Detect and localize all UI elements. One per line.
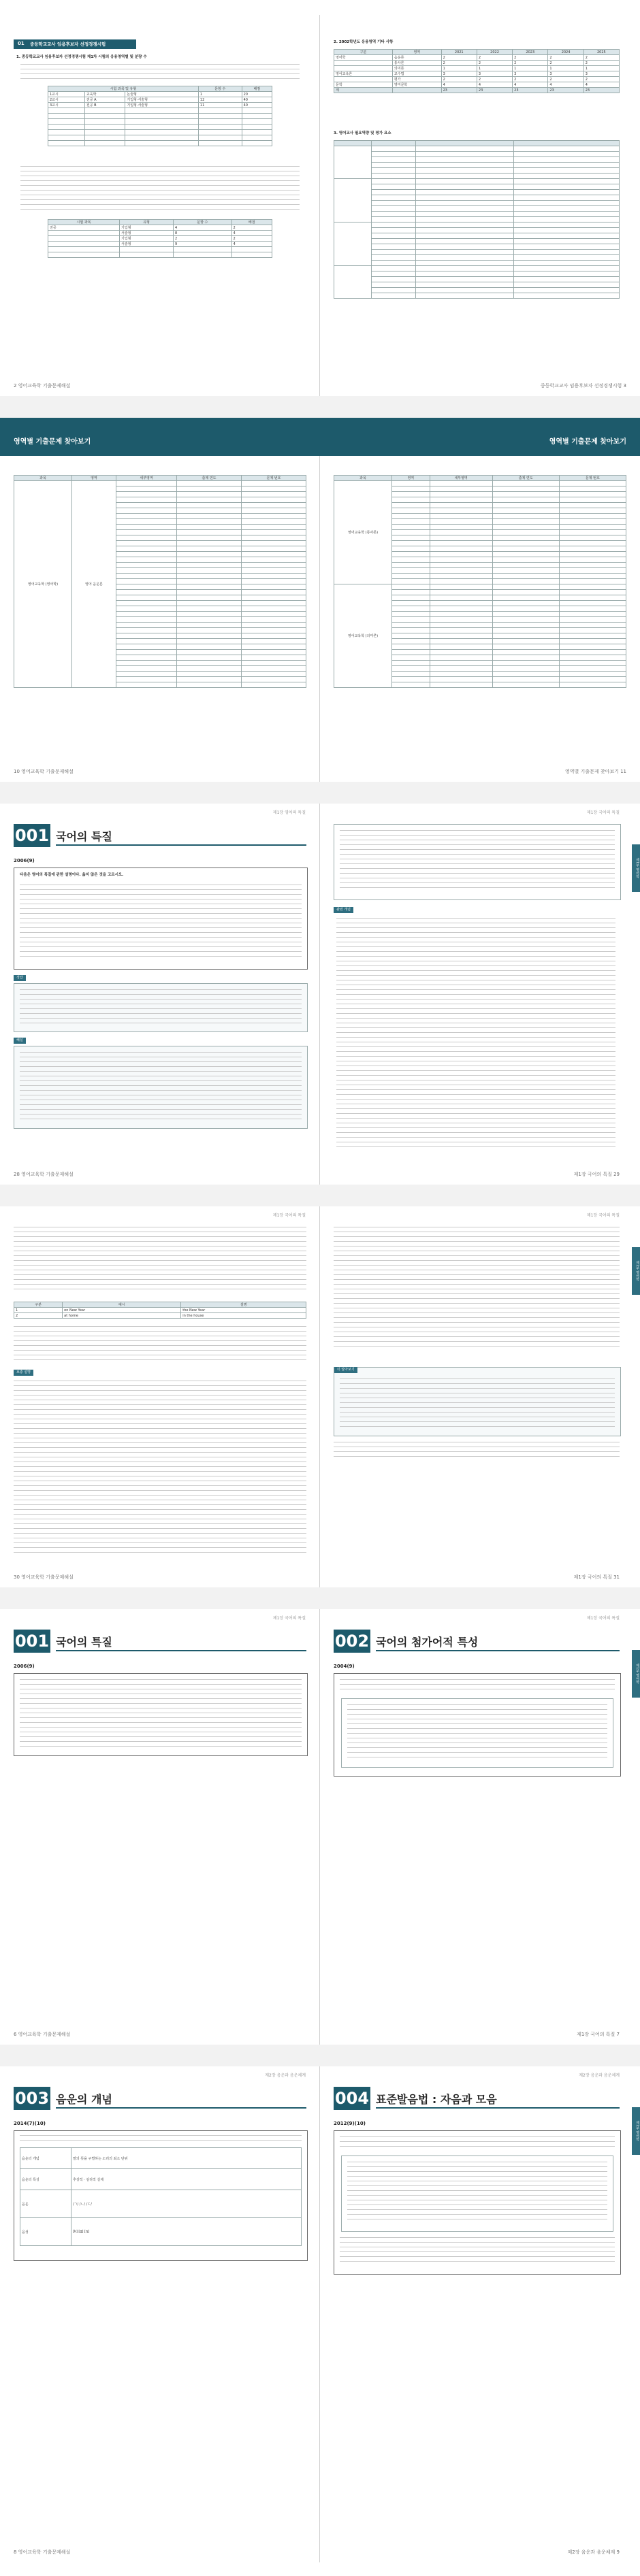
table-row: 계 23 23 23 23 23 (334, 88, 620, 93)
page-footer: 영역별 기출문제 찾아보기 11 (565, 769, 626, 774)
item-1-heading: 1. 중등학교교사 임용후보자 선정경쟁시험 제1차 시험의 응용영역별 및 분량 수 (16, 55, 147, 59)
side-tab: 제1부 영어학 (632, 2107, 640, 2155)
page-6 (0, 1609, 320, 2045)
exam-structure-table (48, 86, 272, 146)
sub-label: 영어 음운론 (72, 481, 116, 688)
body-text (334, 1227, 620, 1351)
spread-4 (0, 1206, 640, 1587)
page-10 (0, 418, 320, 782)
question-box (14, 2130, 308, 2261)
side-tab: 제1부 영어학 (632, 844, 640, 892)
more-info-box (334, 1367, 621, 1436)
chapter-number: 004 (334, 2087, 370, 2110)
example-box (341, 2156, 613, 2232)
page-footer: 제1장 국어의 특질 31 (573, 1574, 620, 1580)
example-table: 구분 예시 설명 1 on New Year the New Year 2 at home in the house (14, 1302, 306, 1319)
question-year: 2014(7)(10) (14, 2121, 46, 2126)
more-info-tag: 더 알아보기 (334, 1367, 357, 1373)
chapter-title: 국어의 특질 (56, 830, 112, 843)
question-box (334, 2130, 621, 2275)
question-box (334, 1673, 621, 1777)
running-head: 제2장 음운과 음운체계 (265, 2073, 306, 2078)
answer-tag: 정답 (14, 975, 26, 981)
table-row: 음운 /ㄱ/ /ㄴ/ /ㄷ/ (20, 2190, 302, 2218)
item-3-heading: 3. 영어교사 필요역량 및 평가 요소 (334, 131, 391, 135)
chapter-title: 표준발음법 : 자음과 모음 (376, 2093, 497, 2106)
body-text-2 (14, 1326, 306, 1364)
table-row: 2 at home in the house (14, 1313, 306, 1319)
continued-explanation (334, 824, 621, 900)
page-3 (320, 15, 640, 396)
running-head: 제1장 영어의 특질 (272, 810, 306, 815)
spread-5 (0, 1609, 640, 2045)
table-row: 1교시 교육학 논술형 1 20 (48, 92, 272, 97)
related-text (336, 918, 615, 1151)
question-year: 2006(9) (14, 858, 35, 863)
side-tab: 제1부 영어학 (632, 1650, 640, 1698)
spread-3 (0, 804, 640, 1185)
table-row: 음성 [k] [g] [ŋ] (20, 2218, 302, 2246)
chapter-number: 003 (14, 2087, 50, 2110)
table-row: 기입형 2 2 (48, 236, 272, 242)
chapter-title: 국어의 특질 (56, 1636, 112, 1649)
page-footer: 6 영어교육학 기출문제해설 (14, 2032, 71, 2037)
running-head: 제1장 국어의 특질 (272, 1213, 306, 1218)
page-28 (0, 804, 320, 1185)
body-text-2 (334, 1442, 620, 1461)
page-footer: 제2장 음운과 음운체계 9 (567, 2549, 620, 2555)
running-head: 제1장 국어의 특질 (586, 1213, 620, 1218)
table-row: 서술형 9 4 (48, 242, 272, 247)
page-30 (0, 1206, 320, 1587)
page-footer: 중등학교교사 임용후보자 선정경쟁시험 3 (540, 383, 626, 389)
group-label: 영어교육학 (영어학) (14, 481, 72, 688)
chapter-title: 국어의 첨가어적 특성 (376, 1636, 479, 1649)
item-1-body (20, 64, 300, 83)
score-table: 시험 과목 유형 문항 수 배점 전공 기입형 4 2 서술형 8 4 기입형 2 2 서술형 9 4 (48, 219, 272, 258)
explanation-box (14, 1046, 308, 1129)
table-row: 서술형 8 4 (48, 231, 272, 236)
table-row: 문학 영미문학 4 4 4 4 4 (334, 82, 620, 88)
chapter-header (14, 1630, 306, 1653)
page-8 (0, 2066, 320, 2562)
chapter-title: 음운의 개념 (56, 2093, 112, 2106)
table-row: 3교시 전공 B 기입형·서술형 11 40 (48, 103, 272, 108)
table-row: 음운의 개념 말의 뜻을 구별하는 소리의 최소 단위 (20, 2148, 302, 2169)
domain-table: 구분 영역 2021 2022 2023 2024 2025 영어학 음운론 2 2 2 2 2 통사론 2 2 2 2 2 의미론 1 1 1 1 1 영어교육론 교수법 3 3 3 3 3 평가 2 2 2 2 2 문학 영미문학 4 4 4 4 4 계 23 23 23 23 23 (334, 49, 620, 93)
chapter-band (320, 418, 640, 456)
page-footer: 제1장 국어의 특질 7 (577, 2032, 620, 2037)
chapter-header (334, 2087, 620, 2110)
page-9 (320, 2066, 640, 2562)
section-title: 중등학교교사 임용후보자 선정경쟁시험 (30, 42, 106, 47)
item-2-heading: 2. 2002학년도 응용영역 기타 사항 (334, 40, 394, 44)
page-11 (320, 418, 640, 782)
note-text (14, 1381, 306, 1557)
chapter-number: 002 (334, 1630, 370, 1653)
page-footer: 10 영어교육학 기출문제해설 (14, 769, 74, 774)
page-7 (320, 1609, 640, 2045)
chapter-number: 001 (14, 1630, 50, 1653)
chapter-number: 001 (14, 824, 50, 847)
related-tag: 관련 개념 (334, 907, 353, 913)
page-2 (0, 15, 320, 396)
chapter-header (334, 1630, 620, 1653)
index-table: 과목 영역 세부영역 출제 연도 문제 번호 영어교육학 (영어학) 영어 음운론 (14, 475, 306, 688)
example-box (341, 1698, 613, 1768)
running-head: 제1장 국어의 특질 (586, 1616, 620, 1621)
answer-box (14, 983, 308, 1032)
table-header: 문항 수 (198, 86, 242, 92)
table-row: 영어학 음운론 2 2 2 2 2 (334, 55, 620, 61)
table-row: 음운의 특성 추상적 · 심리적 실체 (20, 2169, 302, 2190)
note-tag: 보충 설명 (14, 1370, 33, 1376)
chapter-header (14, 2087, 306, 2110)
band-title: 영역별 기출문제 찾아보기 (14, 438, 91, 446)
page-footer: 2 영어교육학 기출문제해설 (14, 383, 71, 389)
group-label: 영어교육학 (통사론) (334, 481, 392, 584)
page-footer: 28 영어교육학 기출문제해설 (14, 1172, 74, 1177)
question-year: 2004(9) (334, 1664, 355, 1669)
table-row: 1 on New Year the New Year (14, 1308, 306, 1313)
table-row: 평가 2 2 2 2 2 (334, 77, 620, 82)
table-row: 통사론 2 2 2 2 2 (334, 61, 620, 66)
side-tab: 제1부 영어학 (632, 1247, 640, 1295)
page-footer: 제1장 국어의 특질 29 (573, 1172, 620, 1177)
table-row: 영어교육론 교수법 3 3 3 3 3 (334, 71, 620, 77)
table-row: 2교시 전공 A 기입형·서술형 12 40 (48, 97, 272, 103)
band-title: 영역별 기출문제 찾아보기 (549, 438, 626, 446)
question-box (14, 1673, 308, 1756)
question-year: 2006(9) (14, 1664, 35, 1669)
body-text (14, 1227, 306, 1293)
question-text: 다음은 영어의 특질에 관한 설명이다. 옳지 않은 것을 고르시오. (20, 873, 124, 877)
question-box (14, 868, 308, 970)
page-31 (320, 1206, 640, 1587)
question-year: 2012(9)(10) (334, 2121, 366, 2126)
group-label: 영어교육학 (의미론) (334, 584, 392, 688)
table-row: 전공 기입형 4 2 (48, 225, 272, 231)
explanation-tag: 해설 (14, 1038, 26, 1044)
chapter-header (14, 824, 306, 847)
table-header: 배점 (242, 86, 272, 92)
page-29 (320, 804, 640, 1185)
running-head: 제1장 국어의 특질 (586, 810, 620, 815)
page-footer: 8 영어교육학 기출문제해설 (14, 2549, 71, 2555)
spread-2 (0, 418, 640, 782)
spread-6 (0, 2066, 640, 2562)
notes-text (20, 166, 300, 214)
spread-1 (0, 15, 640, 396)
concept-table (20, 2147, 302, 2246)
index-table: 과목 영역 세부영역 출제 연도 문제 번호 영어교육학 (통사론) 영어교육학 (의미론) (334, 475, 626, 688)
running-head: 제1장 국어의 특질 (272, 1616, 306, 1621)
table-header: 시험 과목 및 유형 (48, 86, 199, 92)
running-head: 제2장 음운과 음운체계 (579, 2073, 620, 2078)
chapter-band (0, 418, 320, 456)
section-number: 01 (18, 41, 25, 46)
page-footer: 30 영어교육학 기출문제해설 (14, 1574, 74, 1580)
table-row: 의미론 1 1 1 1 1 (334, 66, 620, 71)
competency-table (334, 140, 620, 299)
